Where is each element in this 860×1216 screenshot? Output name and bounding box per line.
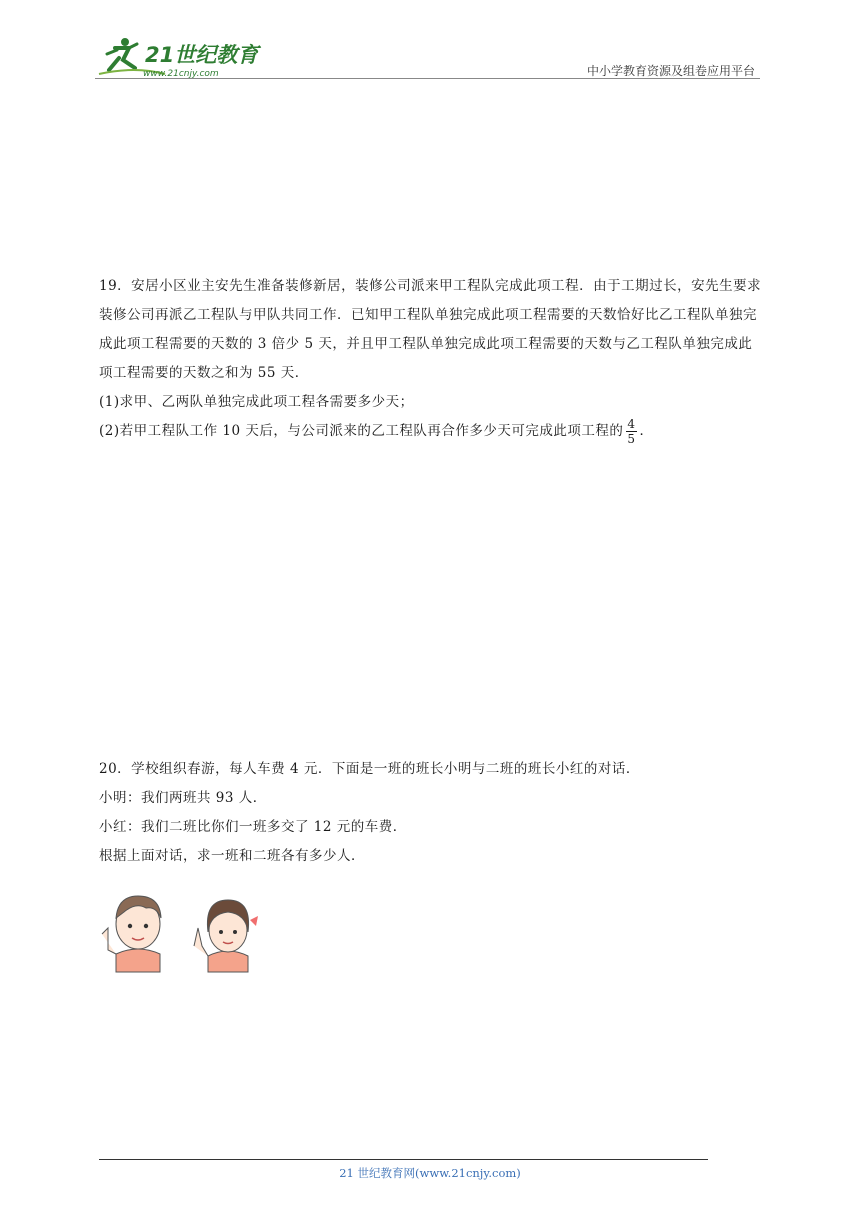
- question-20-stem: 20．学校组织春游，每人车费 4 元．下面是一班的班长小明与二班的班长小红的对话．: [99, 761, 640, 777]
- footer-link[interactable]: 21 世纪教育网(www.21cnjy.com): [339, 1166, 521, 1180]
- fraction-numerator: 4: [627, 417, 636, 431]
- boy-figure: [102, 896, 161, 972]
- girl-figure: [194, 900, 258, 972]
- header-tagline: 中小学教育资源及组卷应用平台: [586, 64, 755, 78]
- question-19: [99, 272, 764, 446]
- dialogue-xiaohong: 小红：我们二班比你们一班多交了 12 元的车费．: [99, 819, 407, 835]
- question-19-part-2-text: (2)若甲工程队工作 10 天后，与公司派来的乙工程队再合作多少天可完成此项工程的: [99, 423, 624, 439]
- children-illustration: [98, 888, 268, 974]
- header-divider: [95, 78, 760, 79]
- dialogue-xiaoming: 小明：我们两班共 93 人．: [99, 790, 267, 806]
- fraction-denominator: 5: [627, 432, 636, 446]
- svg-text:www.21cnjy.com: www.21cnjy.com: [143, 69, 219, 79]
- fraction: [626, 417, 636, 446]
- svg-text:21世纪教育: 21世纪教育: [145, 43, 259, 67]
- question-19-stem: 19．安居小区业主安先生准备装修新居，装修公司派来甲工程队完成此项工程．由于工期过长，安先生要求装修公司再派乙工程队与甲队共同工作．已知甲工程队单独完成此项工程需要的天数恰好比乙工程队单独完成此项工程需要的天数的 3 倍少 5 天，并且甲工程队单独完成此项工程需要的天数与乙工程队单独完成此项工程需要的天数之和为 55 天．: [99, 278, 762, 381]
- question-19-part-2: [99, 417, 764, 446]
- question-19-part-2-end: ．: [639, 423, 654, 439]
- site-logo: [95, 34, 265, 80]
- question-19-part-1: (1)求甲、乙两队单独完成此项工程各需要多少天；: [99, 394, 414, 410]
- footer-divider: [99, 1159, 708, 1160]
- question-20-ask: 根据上面对话，求一班和二班各有多少人．: [99, 848, 365, 864]
- question-20: [99, 755, 764, 871]
